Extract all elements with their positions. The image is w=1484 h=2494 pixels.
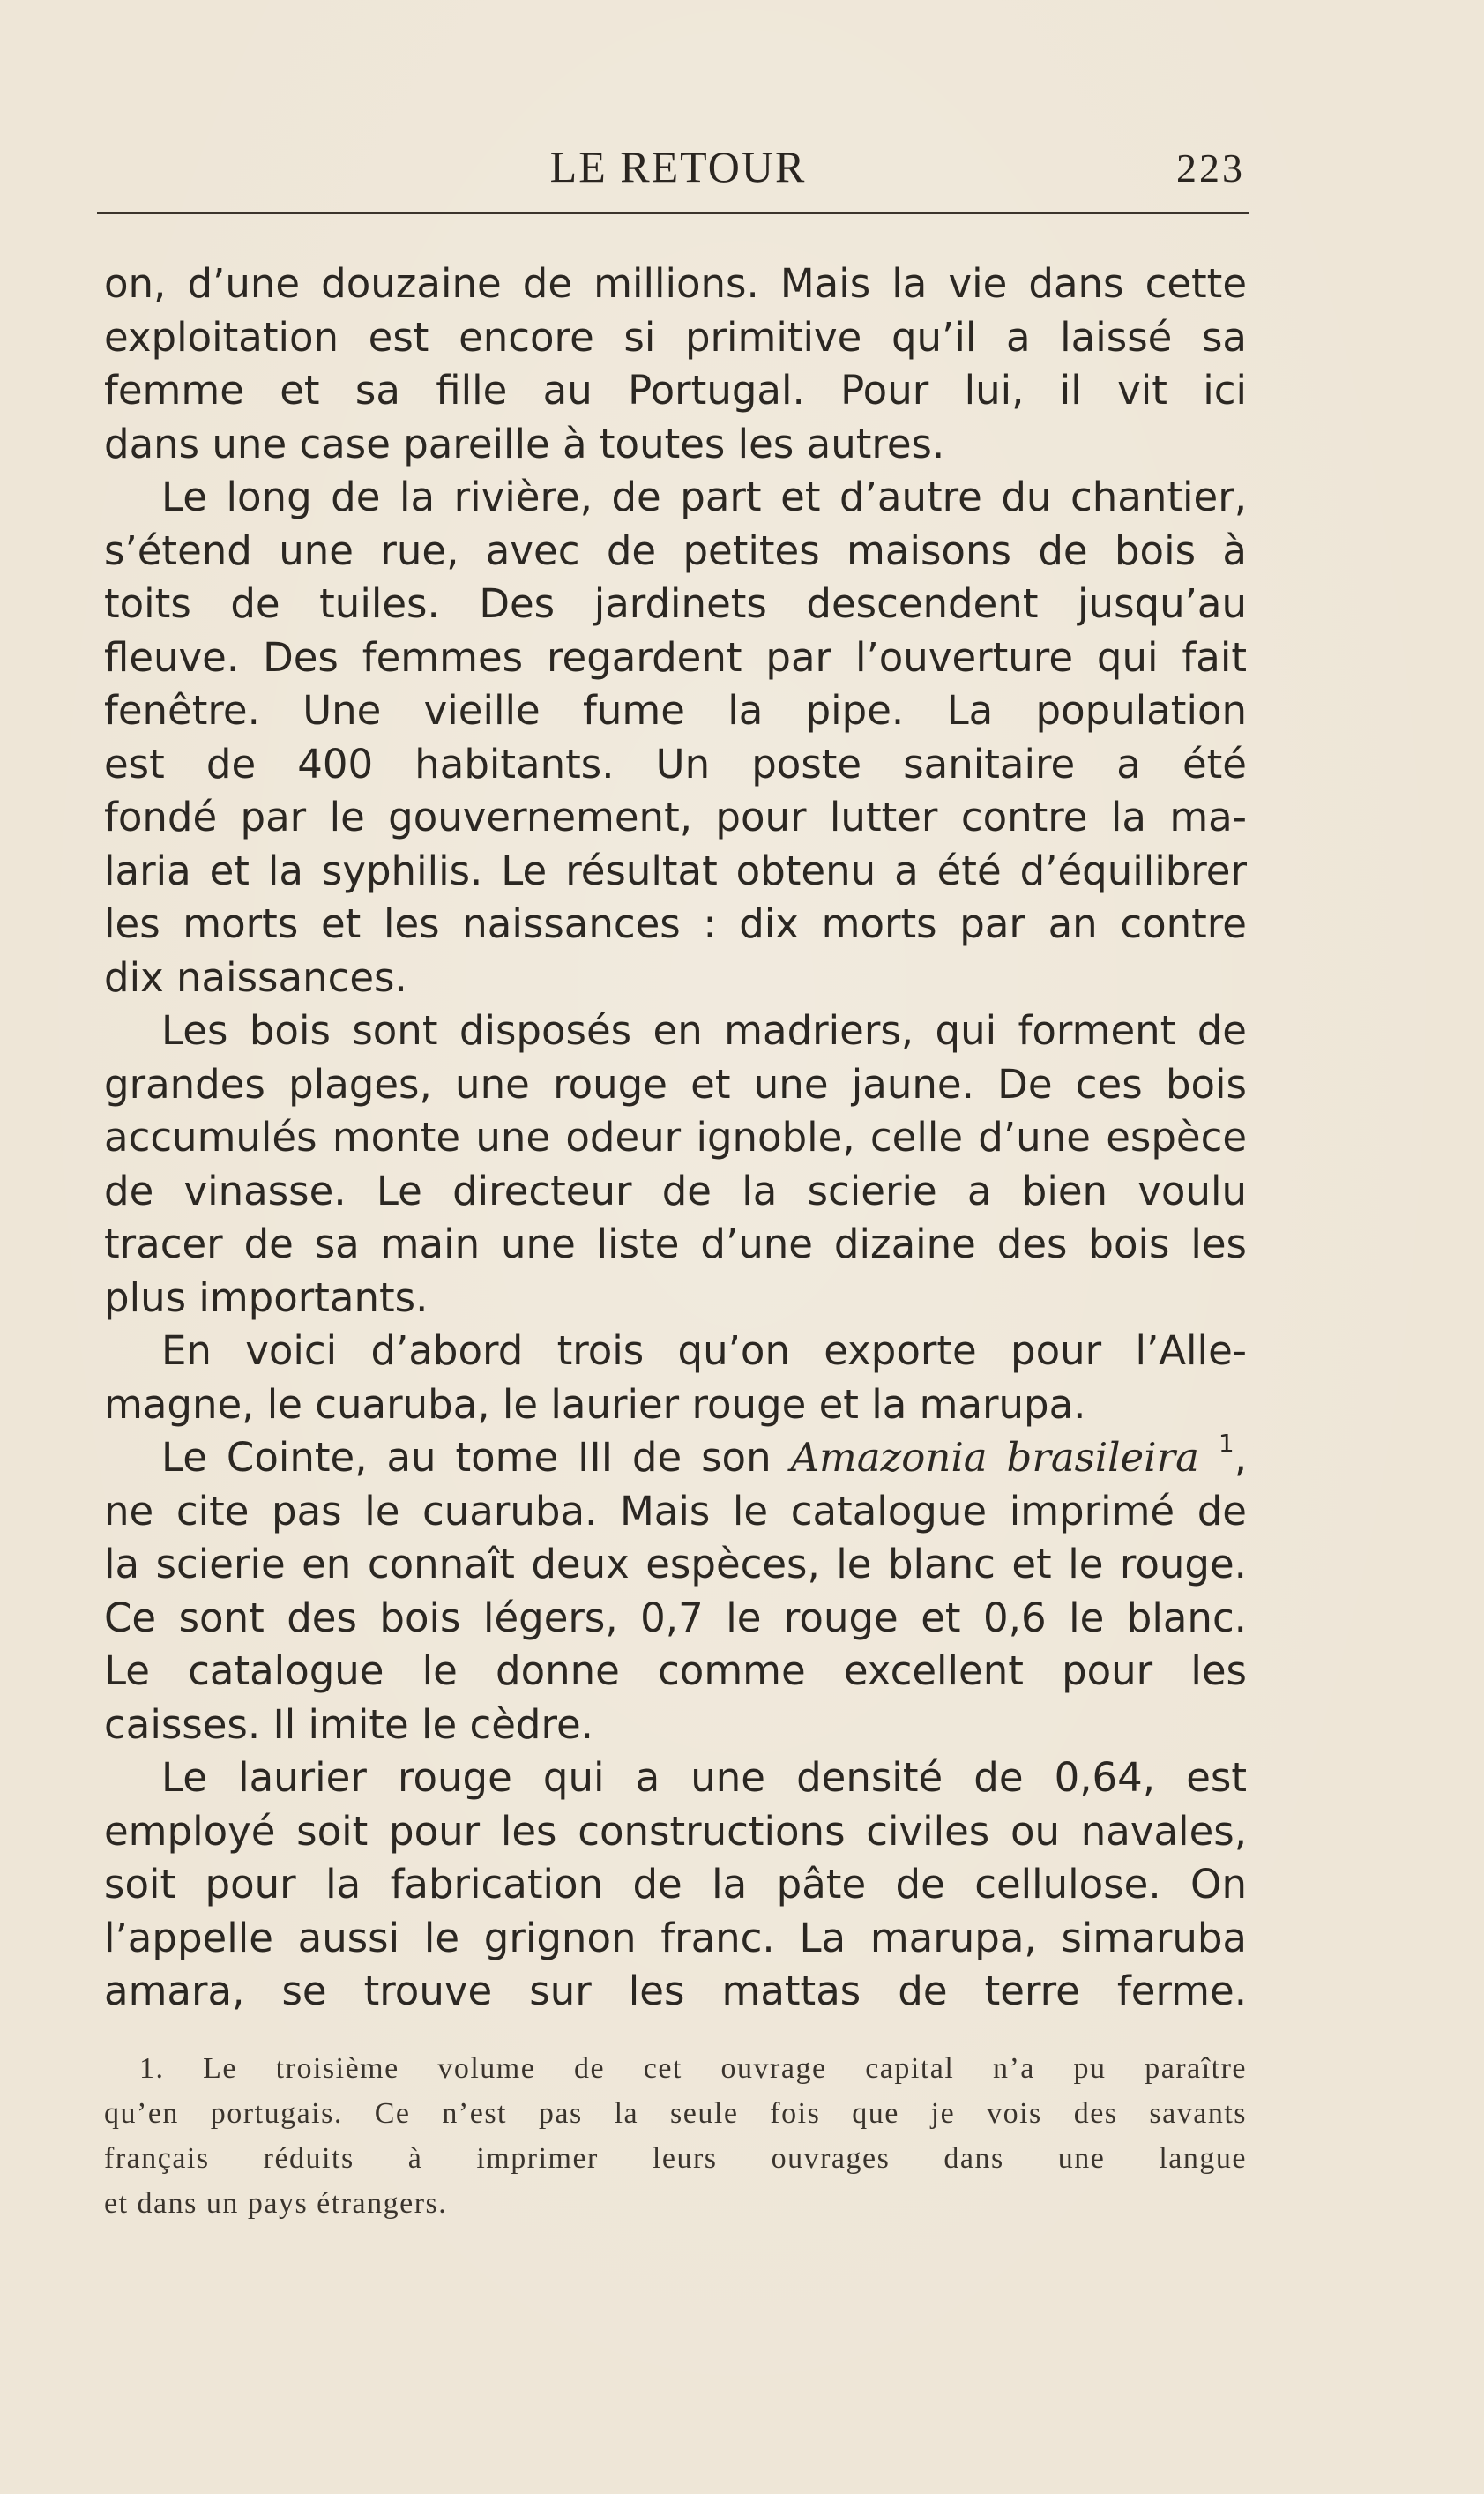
text-line: exploitation est encore si primitive qu’il a laissé sa	[104, 313, 1247, 361]
text-line: laria et la syphilis. Le résultat obtenu a été d’équilibrer	[104, 847, 1247, 894]
footnote-line: 1. Le troisième volume de cet ouvrage capital n’a pu paraître	[139, 2052, 1247, 2085]
text-line: Ce sont des bois légers, 0,7 le rouge et 0,6 le blanc.	[104, 1594, 1247, 1641]
text-line: magne, le cuaruba, le laurier rouge et la marupa.	[104, 1380, 1086, 1428]
text-segment: Le Cointe, au tome III de son	[161, 1434, 772, 1481]
main-text	[104, 258, 1247, 2019]
text-line: plus importants.	[104, 1273, 429, 1321]
text-line: tracer de sa main une liste d’une dizaine des bois les	[104, 1221, 1247, 1267]
text-line: En voici d’abord trois qu’on exporte pour l’Alle-	[161, 1327, 1247, 1374]
text-line: accumulés monte une odeur ignoble, celle d’une espèce	[104, 1114, 1247, 1161]
text-line: fondé par le gouvernement, pour lutter contre la ma-	[104, 794, 1247, 840]
footnote-line: français réduits à imprimer leurs ouvrages dans une langue	[104, 2142, 1247, 2175]
footnote-line: et dans un pays étrangers.	[104, 2187, 448, 2220]
text-line: dix naissances.	[104, 953, 407, 1001]
text-line: femme et sa fille au Portugal. Pour lui, il vit ici	[104, 367, 1247, 414]
text-line: amara, se trouve sur les mattas de terre ferme.	[104, 1968, 1247, 2014]
footnote-marker: 1	[1218, 1429, 1234, 1458]
footnote	[104, 2046, 1247, 2226]
text-line-with-title	[104, 1431, 1247, 1485]
text-line: fleuve. Des femmes regardent par l’ouverture qui fait	[104, 633, 1247, 681]
text-line: s’étend une rue, avec de petites maisons de bois à	[104, 526, 1247, 574]
text-line: fenêtre. Une vieille fume la pipe. La population	[104, 687, 1247, 734]
text-line: Le long de la rivière, de part et d’autre du chantier,	[161, 474, 1247, 520]
text-line: Les bois sont disposés en madriers, qui forment de	[161, 1007, 1247, 1054]
page-number: 223	[1176, 146, 1245, 190]
text-line: toits de tuiles. Des jardinets descendent jusqu’au	[104, 580, 1247, 627]
text-line: soit pour la fabrication de la pâte de cellulose. On	[104, 1861, 1247, 1908]
text-line: l’appelle aussi le grignon franc. La marupa, simaruba	[104, 1914, 1247, 1961]
text-line: la scierie en connaît deux espèces, le blanc et le rouge.	[104, 1541, 1247, 1587]
text-line: grandes plages, une rouge et une jaune. De ces bois	[104, 1060, 1247, 1108]
text-line: caisses. Il imite le cèdre.	[104, 1700, 593, 1748]
footnote-line: qu’en portugais. Ce n’est pas la seule fois que je vois des savants	[104, 2097, 1247, 2130]
text-line: est de 400 habitants. Un poste sanitaire a été	[104, 740, 1247, 788]
text-line: de vinasse. Le directeur de la scierie a bien voulu	[104, 1167, 1247, 1214]
page-header	[104, 141, 1252, 203]
book-title: Amazonia brasileira	[790, 1434, 1199, 1481]
text-segment: ,	[1234, 1434, 1247, 1481]
running-title: LE RETOUR	[549, 142, 807, 191]
text-line: Le laurier rouge qui a une densité de 0,64, est	[161, 1754, 1247, 1801]
text-line: Le catalogue le donne comme excellent pour les	[104, 1647, 1247, 1694]
text-line: employé soit pour les constructions civiles ou navales,	[104, 1807, 1247, 1855]
header-rule	[97, 212, 1249, 214]
text-line: dans une case pareille à toutes les autres.	[104, 420, 945, 467]
text-line: les morts et les naissances : dix morts par an contre	[104, 900, 1247, 947]
text-line: on, d’une douzaine de millions. Mais la vie dans cette	[104, 260, 1247, 307]
text-line: ne cite pas le cuaruba. Mais le catalogue imprimé de	[104, 1487, 1247, 1534]
